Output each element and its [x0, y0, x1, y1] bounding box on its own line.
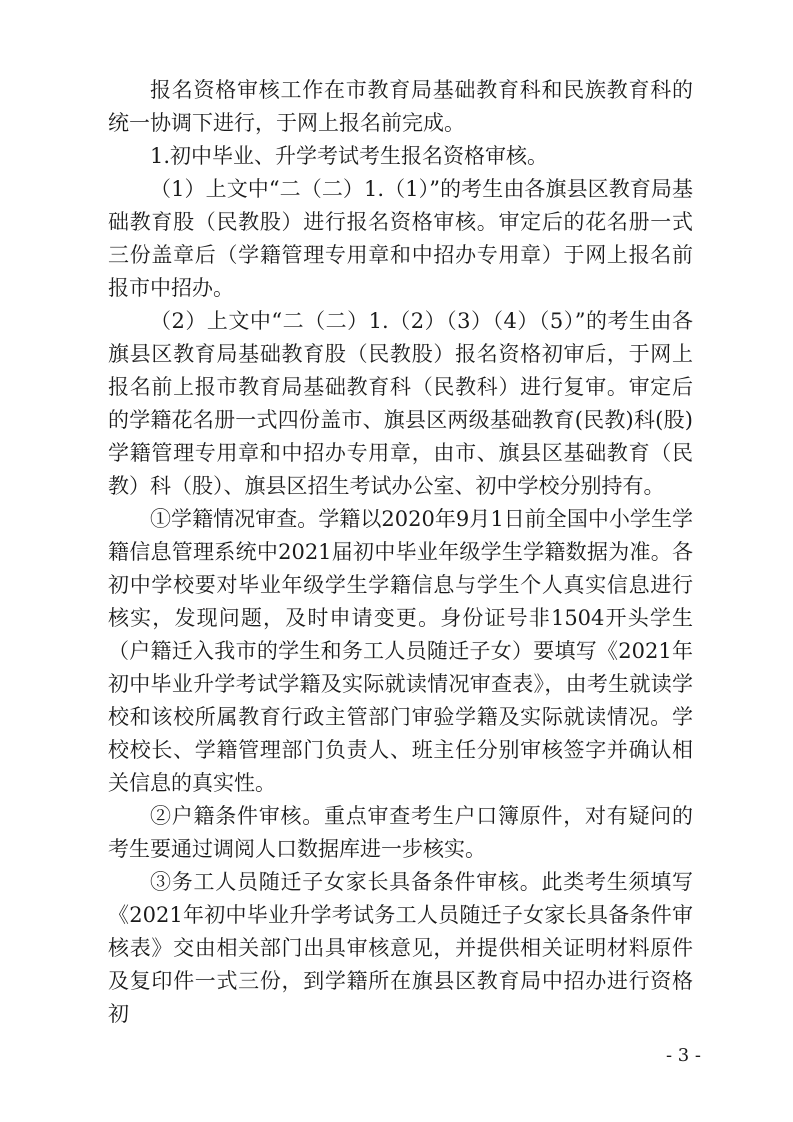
paragraph-enrollment-review: ①学籍情况审查。学籍以2020年9月1日前全国中小学生学籍信息管理系统中2021届初中毕业年级学生学籍数据为准。各初中学校要对毕业年级学生学籍信息与学生个人真实信息进行核实，发现问题，及时申请变更。身份证号非1504开头学生（户籍迁入我市的学生和务工人员随迁子女）要填写《2021年初中毕业升学考试学籍及实际就读情况审查表》，由考生就读学校和该校所属教育行政主管部门审验学籍及实际就读情况。学校校长、学籍管理部门负责人、班主任分别审核签字并确认相关信息的真实性。: [108, 507, 693, 795]
paragraph-household-review: ②户籍条件审核。重点审查考生户口簿原件，对有疑问的考生要通过调阅人口数据库进一步核实。: [108, 804, 693, 861]
paragraph-migrant-review: ③务工人员随迁子女家长具备条件审核。此类考生须填写《2021年初中毕业升学考试务工人员随迁子女家长具备条件审核表》交由相关部门出具审核意见，并提供相关证明材料原件及复印件一式三份，到学籍所在旗县区教育局中招办进行资格初: [108, 870, 693, 1026]
paragraph-intro: 报名资格审核工作在市教育局基础教育科和民族教育科的统一协调下进行，于网上报名前完成。: [108, 78, 693, 135]
paragraph-item-2: （2）上文中“二（二）1.（2）（3）（4）（5）”的考生由各旗县区教育局基础教育股（民教股）报名资格初审后，于网上报名前上报市教育局基础教育科（民教科）进行复审。审定后的学籍花名册一式四份盖市、旗县区两级基础教育(民教)科(股)学籍管理专用章和中招办专用章，由市、旗县区基础教育（民教）科（股）、旗县区招生考试办公室、初中学校分别持有。: [108, 309, 693, 498]
paragraph-section-1: 1.初中毕业、升学考试考生报名资格审核。: [150, 144, 549, 168]
page-number: - 3 -: [665, 1045, 701, 1066]
paragraph-item-1: （1）上文中“二（二）1.（1）”的考生由各旗县区教育局基础教育股（民教股）进行报名资格审核。审定后的花名册一式三份盖章后（学籍管理专用章和中招办专用章）于网上报名前报市中招办。: [108, 177, 693, 300]
